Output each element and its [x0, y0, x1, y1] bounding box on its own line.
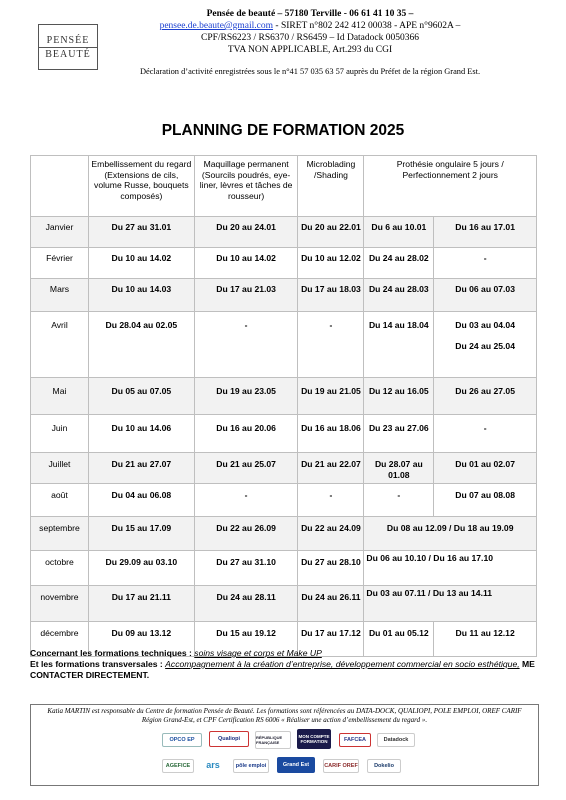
- date-cell: Du 08 au 12.09 / Du 18 au 19.09: [364, 517, 537, 551]
- date-cell: Du 10 au 12.02: [298, 248, 364, 279]
- date-cell: Du 19 au 21.05: [298, 378, 364, 415]
- date-cell: Du 10 au 14.03: [88, 279, 194, 312]
- header-line4: TVA NON APPLICABLE, Art.293 du CGI: [227, 45, 393, 55]
- date-cell: Du 16 au 17.01: [434, 217, 537, 248]
- carif-oref-logo: CARIF OREF: [323, 759, 359, 773]
- month-cell: décembre: [31, 622, 89, 657]
- date-cell: Du 24 au 28.03: [364, 279, 434, 312]
- date-cell: Du 09 au 13.12: [88, 622, 194, 657]
- logo-line2: BEAUTÉ: [39, 47, 97, 61]
- certification-text: Katia MARTIN est responsable du Centre de formation Pensée de Beauté. Les formations sont référencées au DATA-DOCK, QUALIOPI, POLE EMPLOI, OREF CARIF Région Grand-Est, et CPF Certification RS 6006 « Réaliser une action d’embellissement du regard ».: [47, 707, 522, 724]
- moncompteformation-logo: MON COMPTE FORMATION: [297, 729, 331, 749]
- table-row: [31, 484, 537, 517]
- month-cell: Mai: [31, 378, 89, 415]
- table-header-row: [31, 156, 537, 217]
- header-line1: Pensée de beauté – 57180 Terville - 06 61 41 10 35 –: [206, 9, 414, 19]
- date-cell: Du 17 au 17.12: [298, 622, 364, 657]
- grand-est-logo: Grand Est: [277, 757, 315, 773]
- qualiopi-logo: Qualiopi: [209, 731, 249, 747]
- date-cell: Du 26 au 27.05: [434, 378, 537, 415]
- ars-logo: ars: [201, 757, 225, 773]
- date-cell: -: [364, 484, 434, 517]
- date-cell: Du 15 au 17.09: [88, 517, 194, 551]
- date-cell: Du 29.09 au 03.10: [88, 551, 194, 586]
- table-row: [31, 415, 537, 453]
- footer-l2-contact: ME CONTACTER DIRECTEMENT.: [30, 659, 535, 680]
- table-row: [31, 312, 537, 378]
- table-row: [31, 217, 537, 248]
- date-cell: -: [434, 248, 537, 279]
- date-cell: Du 07 au 08.08: [434, 484, 537, 517]
- date-cell: Du 10 au 14.02: [88, 248, 194, 279]
- date-cell: Du 21 au 22.07: [298, 453, 364, 484]
- footer-l1-italic: soins visage et corps et Make UP: [194, 648, 322, 658]
- date-cell: -: [194, 484, 298, 517]
- date-cell: Du 22 au 24.09: [298, 517, 364, 551]
- partner-logos: [157, 727, 417, 781]
- siret-text: - SIRET n°802 242 412 00038 - APE n°9602A –: [273, 21, 461, 31]
- footer-l2-italic: Accompagnement à la création d’entreprise, développement commercial en socio esthétique,: [165, 659, 520, 669]
- schedule-table: [30, 155, 537, 657]
- month-cell: Juillet: [31, 453, 89, 484]
- date-cell: -: [298, 484, 364, 517]
- date-cell: Du 19 au 23.05: [194, 378, 298, 415]
- month-cell: Janvier: [31, 217, 89, 248]
- month-cell: août: [31, 484, 89, 517]
- date-cell: Du 24 au 28.11: [194, 586, 298, 622]
- date-cell: Du 04 au 06.08: [88, 484, 194, 517]
- certification-box: [30, 704, 539, 786]
- footer-notes: [30, 648, 540, 681]
- table-row: [31, 453, 537, 484]
- date-cell: Du 20 au 24.01: [194, 217, 298, 248]
- date-cell: Du 17 au 21.03: [194, 279, 298, 312]
- date-cell: -: [298, 312, 364, 378]
- table-row: [31, 551, 537, 586]
- republique-logo: RÉPUBLIQUE FRANÇAISE: [255, 731, 291, 749]
- date-entry: Du 03 au 04.04: [455, 320, 515, 330]
- date-cell: Du 06 au 07.03: [434, 279, 537, 312]
- date-cell: Du 21 au 27.07: [88, 453, 194, 484]
- table-row: [31, 586, 537, 622]
- date-cell: Du 24 au 26.11: [298, 586, 364, 622]
- date-cell: Du 27 au 28.10: [298, 551, 364, 586]
- footer-l2-bold: Et les formations transversales :: [30, 659, 163, 669]
- date-cell: Du 27 au 31.01: [88, 217, 194, 248]
- date-entry: Du 24 au 25.04: [455, 340, 515, 351]
- date-cell: Du 06 au 10.10 / Du 16 au 17.10: [364, 551, 537, 586]
- date-cell: Du 27 au 31.10: [194, 551, 298, 586]
- date-cell: -: [434, 415, 537, 453]
- date-cell: Du 6 au 10.01: [364, 217, 434, 248]
- table-row: [31, 378, 537, 415]
- date-cell: Du 01 au 05.12: [364, 622, 434, 657]
- date-cell: Du 20 au 22.01: [298, 217, 364, 248]
- date-cell: Du 16 au 18.06: [298, 415, 364, 453]
- declaration-text: Déclaration d’activité enregistrées sous le n°41 57 035 63 57 auprès du Préfet de la région Grand Est.: [139, 67, 481, 76]
- header-line3: CPF/RS6223 / RS6370 / RS6459 – Id Datadock 0050366: [201, 33, 419, 43]
- footer-line2: [30, 659, 540, 681]
- date-cell: Du 15 au 19.12: [194, 622, 298, 657]
- fafcea-logo: FAFCEA: [339, 733, 371, 747]
- date-cell: Du 28.07 au 01.08: [364, 453, 434, 484]
- opco-logo: OPCO EP: [162, 733, 202, 747]
- date-cell: Du 16 au 20.06: [194, 415, 298, 453]
- pole-emploi-logo: pôle emploi: [233, 759, 269, 773]
- month-cell: Mars: [31, 279, 89, 312]
- date-cell: Du 23 au 27.06: [364, 415, 434, 453]
- header-microblading: Microblading /Shading: [298, 156, 364, 217]
- month-cell: novembre: [31, 586, 89, 622]
- date-cell: [434, 312, 537, 378]
- date-cell: Du 28.04 au 02.05: [88, 312, 194, 378]
- date-cell: Du 10 au 14.06: [88, 415, 194, 453]
- date-cell: Du 01 au 02.07: [434, 453, 537, 484]
- footer-l1-bold: Concernant les formations techniques :: [30, 648, 192, 658]
- month-cell: septembre: [31, 517, 89, 551]
- header-line2: [110, 20, 510, 32]
- page-title: PLANNING DE FORMATION 2025: [161, 122, 405, 139]
- header-maquillage: Maquillage permanent (Sourcils poudrés, eye-liner, lèvres et tâches de rousseur): [194, 156, 298, 217]
- date-cell: Du 21 au 25.07: [194, 453, 298, 484]
- agefice-logo: AGEFICE: [162, 759, 194, 773]
- date-cell: Du 24 au 28.02: [364, 248, 434, 279]
- date-cell: Du 12 au 16.05: [364, 378, 434, 415]
- date-cell: Du 17 au 18.03: [298, 279, 364, 312]
- header-month: [31, 156, 89, 217]
- date-cell: Du 14 au 18.04: [364, 312, 434, 378]
- datadock-logo: Datadock: [377, 733, 415, 747]
- date-cell: Du 22 au 26.09: [194, 517, 298, 551]
- logo-line1: PENSÉE: [46, 34, 90, 46]
- date-cell: Du 10 au 14.02: [194, 248, 298, 279]
- header-prothesie: Prothésie ongulaire 5 jours / Perfectionnement 2 jours: [364, 156, 537, 217]
- email-link[interactable]: pensee.de.beaute@gmail.com: [159, 21, 274, 31]
- table-row: [31, 517, 537, 551]
- month-cell: octobre: [31, 551, 89, 586]
- footer-line1: [30, 648, 540, 659]
- company-logo: [38, 24, 98, 70]
- dokelio-logo: Dokelio: [367, 759, 401, 773]
- table-row: [31, 248, 537, 279]
- date-cell: Du 11 au 12.12: [434, 622, 537, 657]
- table-row: [31, 279, 537, 312]
- letterhead: [110, 8, 510, 78]
- date-cell: Du 17 au 21.11: [88, 586, 194, 622]
- date-cell: Du 05 au 07.05: [88, 378, 194, 415]
- header-embellissement: Embellissement du regard (Extensions de cils, volume Russe, bouquets composés): [88, 156, 194, 217]
- date-cell: -: [194, 312, 298, 378]
- month-cell: Juin: [31, 415, 89, 453]
- month-cell: Février: [31, 248, 89, 279]
- month-cell: Avril: [31, 312, 89, 378]
- date-cell: Du 03 au 07.11 / Du 13 au 14.11: [364, 586, 537, 622]
